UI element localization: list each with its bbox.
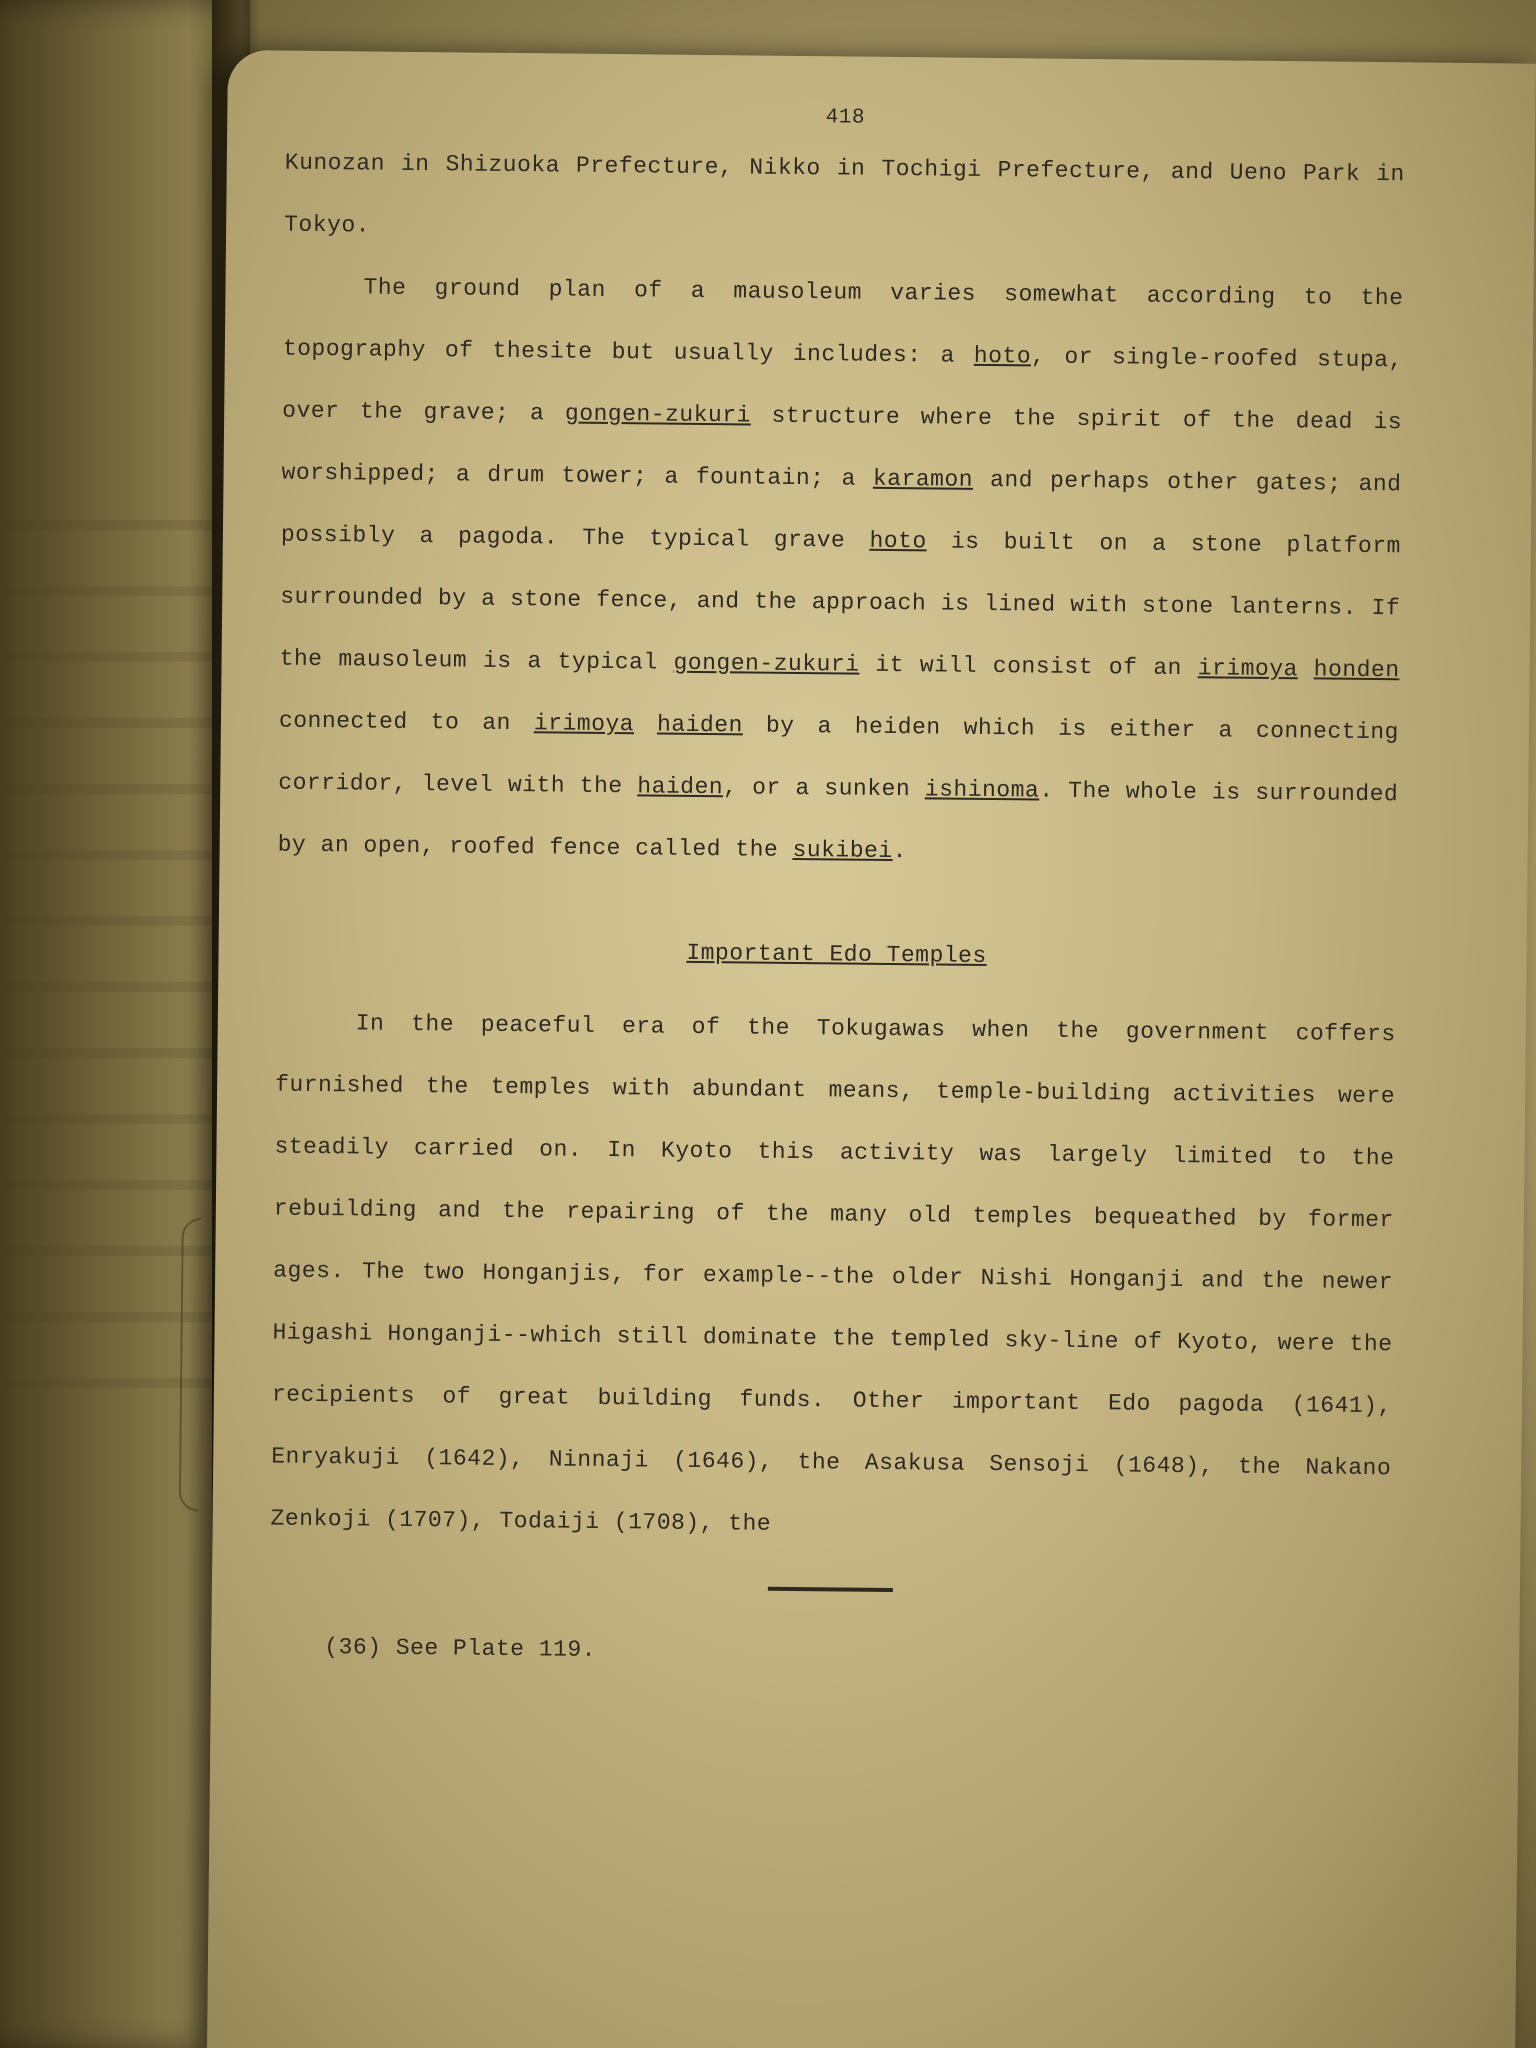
term-irimoya: irimoya xyxy=(533,710,635,738)
text-run: In the peaceful era of the Tokugawas when the government coffers furnished the temples with abundant means, temple-building activities were steadily carried on. In Kyoto this activity was largely limited to the rebuilding and the repairing of the many old temples bequeathed by former ages. The two Honganjis, for example--the older Nishi Honganji and the newer Higashi Honganji--which still dominate the templed sky-line of Kyoto, were the recipients of great building funds. Other important Edo pagoda (1641), Enryakuji (1642), Ninnaji (1646), the Asakusa Sensoji (1648), the Nakano Zenkoji (1707), Todaiji (1708), the xyxy=(270,1010,1396,1537)
term-honden: honden xyxy=(1313,656,1400,684)
text-run: is built on a stone platform surrounded by a stone fence, and the approach is lined with stone lanterns. If the mausoleum is a typical xyxy=(279,528,1402,676)
text-run: . The whole is surrounded by an open, roofed fence called the xyxy=(277,777,1399,863)
paragraph-intro xyxy=(284,132,1405,268)
paragraph-ground-plan xyxy=(277,256,1403,888)
text-run: it will consist of an xyxy=(859,651,1198,682)
typewritten-page xyxy=(207,50,1536,2048)
term-ishinoma: ishinoma xyxy=(924,776,1040,804)
text-run: Kunozan in Shizuoka Prefecture, Nikko in Tochigi Prefecture, and Ueno Park in Tokyo. xyxy=(284,149,1405,239)
text-run: The ground plan of a mausoleum varies somewhat according to the topography of thesite but usually includes: a xyxy=(282,274,1404,369)
text-run: and perhaps other gates; and possibly a pagoda. The typical grave xyxy=(280,466,1402,554)
page-text xyxy=(269,101,1405,1672)
text-run: connected to an xyxy=(278,707,535,737)
footnote: (36) See Plate 119. xyxy=(324,1634,597,1663)
term-gongen-zukuri: gongen-zukuri xyxy=(564,400,752,429)
margin-bracket-mark xyxy=(179,1218,202,1512)
term-hoto: hoto xyxy=(869,527,927,555)
page-number: 418 xyxy=(825,106,866,130)
text-run xyxy=(634,711,657,737)
paragraph-edo-temples xyxy=(270,992,1396,1562)
footnote-rule xyxy=(767,1587,892,1592)
term-haiden: haiden xyxy=(656,711,744,739)
term-gongen-zukuri: gongen-zukuri xyxy=(673,649,860,678)
term-hoto: hoto xyxy=(973,342,1032,370)
text-run xyxy=(1298,656,1314,682)
term-irimoya: irimoya xyxy=(1197,655,1299,683)
text-run: . xyxy=(892,838,908,865)
text-run: , or a sunken xyxy=(723,774,925,803)
term-karamon: karamon xyxy=(872,465,974,493)
text-run: structure where the spirit of the dead is worshipped; a drum tower; a fountain; a xyxy=(281,402,1403,492)
term-haiden: haiden xyxy=(637,773,724,801)
section-heading: Important Edo Temples xyxy=(686,939,987,969)
text-run: by a heiden which is either a connecting corridor, level with the xyxy=(278,712,1400,800)
term-sukibei: sukibei xyxy=(792,836,893,865)
text-run: , or single-roofed stupa, over the grave; a xyxy=(282,343,1403,427)
